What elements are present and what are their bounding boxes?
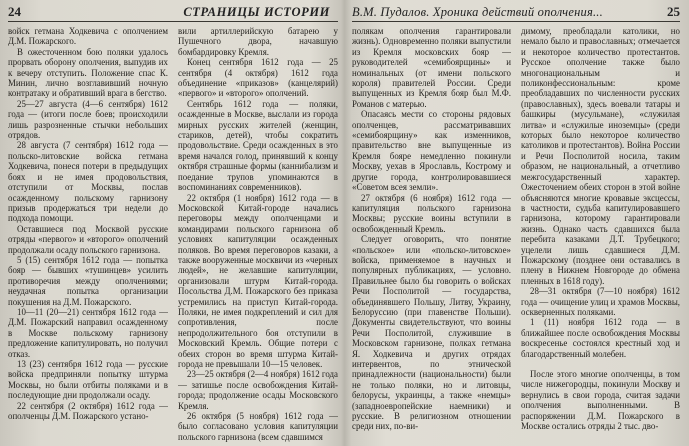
paragraph: 28—31 октября (7—10 ноября) 1612 года — очищение улиц и храмов Москвы, оскверненных поляками. [521,286,680,317]
paragraph: вили артиллерийскую батарею у Пушечного двора, начавшую бомбардировку Кремля. [178,26,338,57]
right-page-columns [352,26,680,446]
paragraph: 23—25 октября (2—4 ноября) 1612 года — затишье после освобождения Китай-города; продолжение осады Московского Кремля. [178,369,338,411]
paragraph: Следует оговорить, что понятие «польское» или «польско-литовское» войска, применяемое в научных и популярных публикациях, — условно. Правильнее было бы говорить о войсках Речи Посполитой — государства, объединявшего Польшу, Литву, Украину, Белоруссию (при главенстве Польши). Документы свидетельствуют, что воины Речи Посполитой, служившие в Московском гарнизоне, полках гетмана Я. Ходкевича и других отрядах интервентов, по этнической принадлежности (национальности) были не только поляки, но и литовцы, белорусы, украинцы, а также «немцы» (западноевропейские наемники) и русские. В религиозном отношении среди них, по-ви- [352,234,511,432]
right-page [344,0,688,446]
right-page-header [352,4,680,22]
running-title-left: СТРАНИЦЫ ИСТОРИИ [183,5,330,19]
left-page-columns [8,26,338,446]
text-column [352,26,511,446]
page-number-right: 25 [667,4,680,19]
paragraph: В ожесточенном бою поляки удалось прорвать оборону ополчения, выпудив их к вечеру отступить. Положение спас К. Минин, лично возглавивший ночную контратаку и обративший врага в бегство. [8,46,168,99]
paragraph: войск гетмана Ходкевича с ополчением Д.М. Пожарского. [8,26,168,47]
running-title-right: В.М. Пудалов. Хроника действий ополчения... [352,5,603,19]
paragraph: 28 августа (7 сентября) 1612 года — польско-литовские войска гетмана Ходкевича, понеся потери в предыдущих боях и не имея продовольствия, отступили от Москвы, послав осажденному польскому гарнизону призыв продержаться три недели до подхода помощи. [8,140,168,224]
page-number-left: 24 [8,4,21,19]
paragraph: полякам ополчения гарантировали жизнь). Одновременно поляки выпустили из Кремля московских бояр — руководителей «семибоярщины» и номинальных (от имени польского короля) правителей России. Среди выпущенных из Кремля бояр был М.Ф. Романов с матерью. [352,26,511,109]
paragraph: 5 (15) сентября 1612 года — попытка бояр — бывших «тушинцев» усилить противоречия между ополчениями; неудачная попытка организации покушения на Д.М. Пожарского. [8,254,168,307]
paragraph: Конец сентября 1612 года — 25 сентября (4 октября) 1612 года объединение «приказов» (канцелярий) «первого» и «второго» ополчений. [178,57,338,99]
left-page-header [8,4,338,22]
paragraph: 1 (11) ноября 1612 года — в ближайшее после освобождения Москвы воскресенье состоялся крестный ход и благодарственный молебен. [521,317,680,359]
paragraph: Оставшиеся под Москвой русские отряды «первого» и «второго» ополчений продолжали осаду польского гарнизона. [8,223,168,255]
text-column [178,26,338,446]
paragraph: 10—11 (20—21) сентября 1612 года — Д.М. Пожарский направил осажденному в Москве польскому гарнизону предложение капитулировать, но получил отказ. [8,306,168,359]
left-page [0,0,344,446]
text-column [8,26,168,446]
paragraph: 26 октября (5 ноября) 1612 года — было согласовано условия капитуляции польского гарнизона (всем сдавшимся [178,411,338,442]
paragraph: После этого многие ополченцы, в том числе нижегородцы, покинули Москву и вернулись в свои города, считая задачи ополчения выполненными. В распоряжении Д.М. Пожарского в Москве остались отряды 2 тыс. дво- [521,369,680,432]
paragraph: Опасаясь мести со стороны рядовых ополченцев, рассматривавших «семибоярщину» как изменников, правительство вне выпущенные из Кремля бояре немедленно покинули Москву, уехав в Ярославль, Кострому и другие города, контролировавшиеся «Советом всея земли». [352,109,511,193]
paragraph: димому, преобладали католики, но немало было и православных; отмечается и некоторое количество протестантов. Русское ополчение также было многонациональным и поликонфессиональным: кроме преобладавших по численности русских (православных), здесь воевали татары и башкиры (мусульмане), «служилая литва» и «служилые иноземцы» (среди которых было некоторое количество католиков и протестантов). Война России и Речи Посполитой носила, таким образом, не национальный, а отчетливо межгосударственный характер. Ожесточением обеих сторон в этой войне объясняются многие кровавые эксцессы, в частности, судьба капитулировавшего гарнизона, которому гарантировали жизнь. Однако часть сдавшихся была перебита казаками Д.Т. Трубецкого; уцелели лишь сдавшиеся Д.М. Пожарскому (позднее они оставались в плену в Нижнем Новгороде до обмена пленных в 1618 году). [521,26,680,286]
paragraph: Сентябрь 1612 года — поляки, осажденные в Москве, выслали из города мирных русских жителей (женщин, стариков, детей), чтобы сократить продовольствие. Среди осажденных в это время начался голод, принявший к концу октября страшные формы (каннибализм и поедание трупов упоминаются в воспоминаниях современников). [178,98,338,193]
paragraph: 13 (23) сентября 1612 года — русские войска предприняли попытку штурма Москвы, но были отбиты поляками и в последующие дни продолжали осаду. [8,359,168,401]
paragraph: 25—27 августа (4—6 сентября) 1612 года — (итоги после боев; происходили лишь разрозненные стычки небольших отрядов. [8,98,168,141]
paragraph: 27 октября (6 ноября) 1612 года — капитуляция польского гарнизона Москвы; русские воины вступили в освобожденный Кремль. [352,192,511,234]
paragraph: 22 октября (1 ноября) 1612 года — в Московской Китай-городе начались переговоры между ополченцами и командирами польского гарнизона об условиях капитуляции осажденных поляков. Во время переговоров казаки, а также вооруженные москвичи из «черных людей», не желавшие капитуляции, организовали штурм Китай-города. Посольства Д.М. Пожарского без приказа устремились на приступ Китай-города. Поляки, не имея подкреплений и сил для сопротивления, после непродолжительного боя отступили в Московский Кремль. Общие потери с обеих сторон во время штурма Китай-города не превышали 10—15 человек. [178,192,338,369]
text-column [521,26,680,446]
paragraph: 22 сентября (2 октября) 1612 года — ополченцы Д.М. Пожарского устано- [8,400,168,422]
